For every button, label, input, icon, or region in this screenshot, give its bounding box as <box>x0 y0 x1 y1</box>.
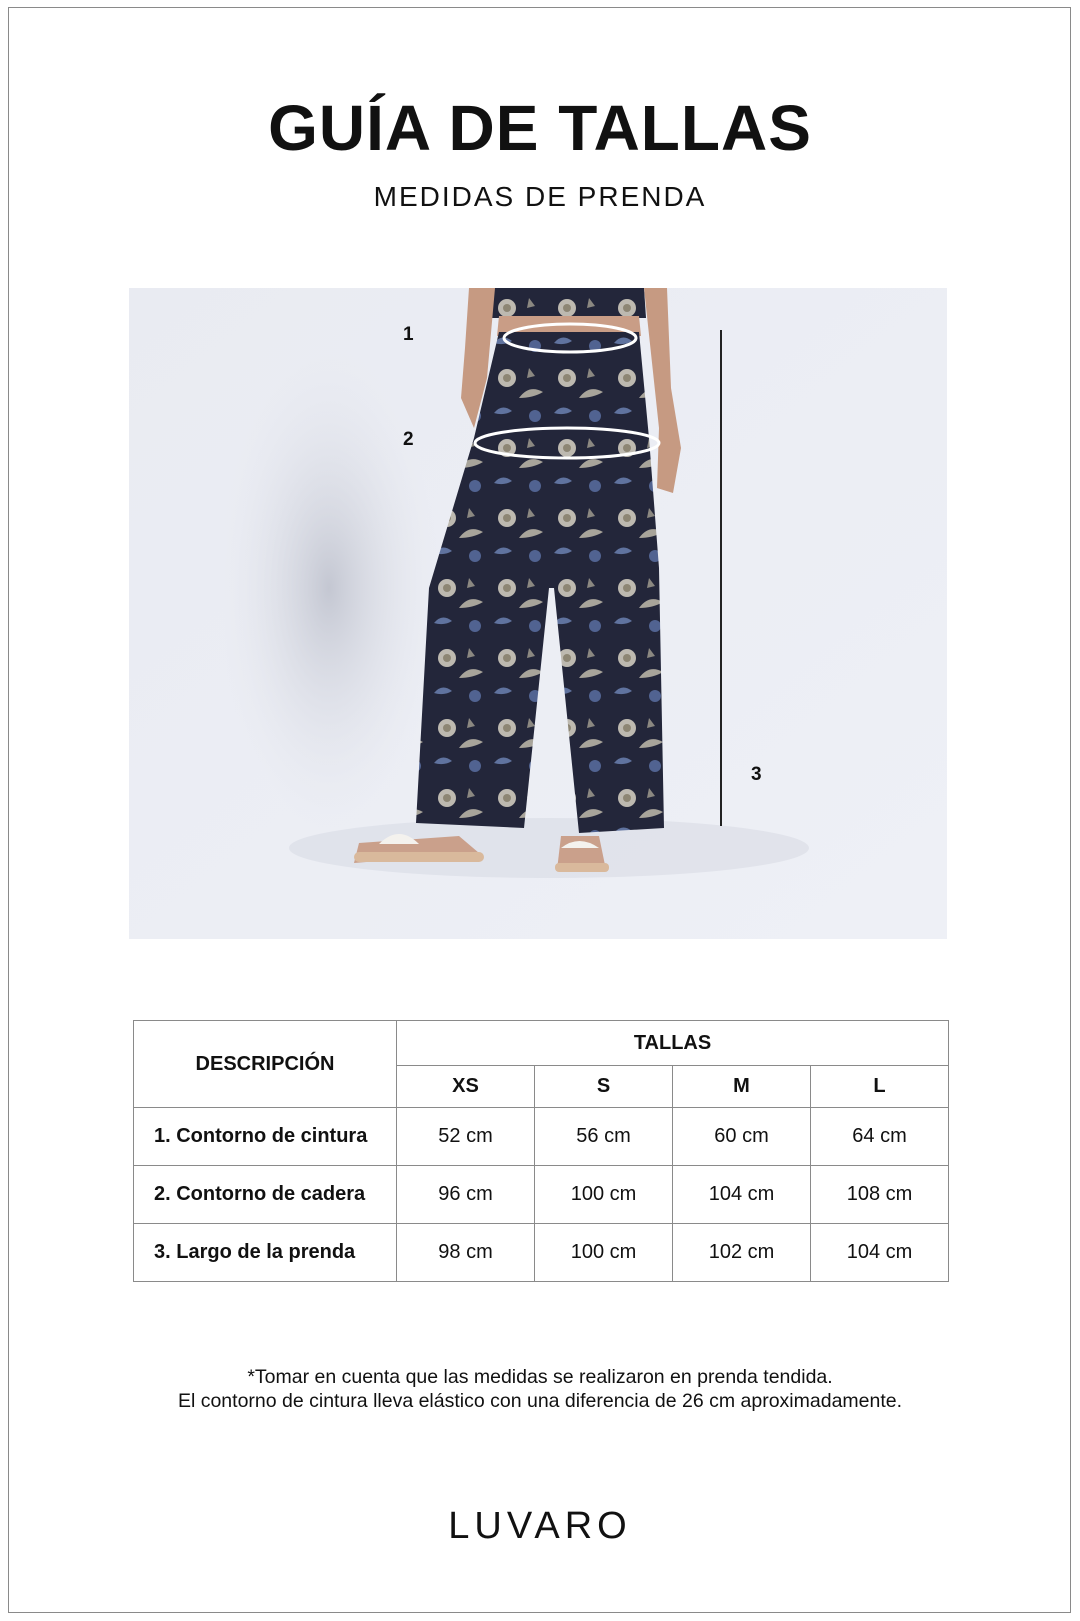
table-cell: 96 cm <box>397 1166 535 1224</box>
table-cell: 52 cm <box>397 1108 535 1166</box>
length-marker-label: 3 <box>751 764 762 785</box>
size-m: M <box>673 1066 811 1108</box>
note-line-1: *Tomar en cuenta que las medidas se realizaron en prenda tendida. <box>247 1366 833 1388</box>
table-header-row <box>134 1021 949 1066</box>
table-cell: 104 cm <box>811 1224 949 1282</box>
page-subtitle: MEDIDAS DE PRENDA <box>373 181 707 212</box>
table-cell: 56 cm <box>535 1108 673 1166</box>
row-label: 2. Contorno de cadera <box>134 1166 397 1224</box>
product-photo <box>129 288 947 939</box>
table-row <box>134 1224 949 1282</box>
pants-illustration <box>129 288 947 939</box>
size-s: S <box>535 1066 673 1108</box>
table-cell: 100 cm <box>535 1166 673 1224</box>
sizes-header: TALLAS <box>397 1021 949 1066</box>
table-cell: 100 cm <box>535 1224 673 1282</box>
table-cell: 98 cm <box>397 1224 535 1282</box>
measurement-note <box>0 1365 1080 1413</box>
note-line-2: El contorno de cintura lleva elástico con una diferencia de 26 cm aproximadamente. <box>177 1390 903 1412</box>
table-row <box>134 1108 949 1166</box>
table-cell: 104 cm <box>673 1166 811 1224</box>
row-label: 1. Contorno de cintura <box>134 1108 397 1166</box>
brand-logo: LUVARO <box>448 1505 632 1547</box>
table-row <box>134 1166 949 1224</box>
table-cell: 60 cm <box>673 1108 811 1166</box>
table-cell: 102 cm <box>673 1224 811 1282</box>
hip-marker-label: 2 <box>403 429 414 450</box>
table-cell: 64 cm <box>811 1108 949 1166</box>
row-label: 3. Largo de la prenda <box>134 1224 397 1282</box>
description-header: DESCRIPCIÓN <box>134 1021 397 1108</box>
page-title: GUÍA DE TALLAS <box>268 92 812 164</box>
size-table <box>133 1020 949 1282</box>
size-xs: XS <box>397 1066 535 1108</box>
waist-marker-label: 1 <box>403 324 414 345</box>
size-l: L <box>811 1066 949 1108</box>
table-cell: 108 cm <box>811 1166 949 1224</box>
